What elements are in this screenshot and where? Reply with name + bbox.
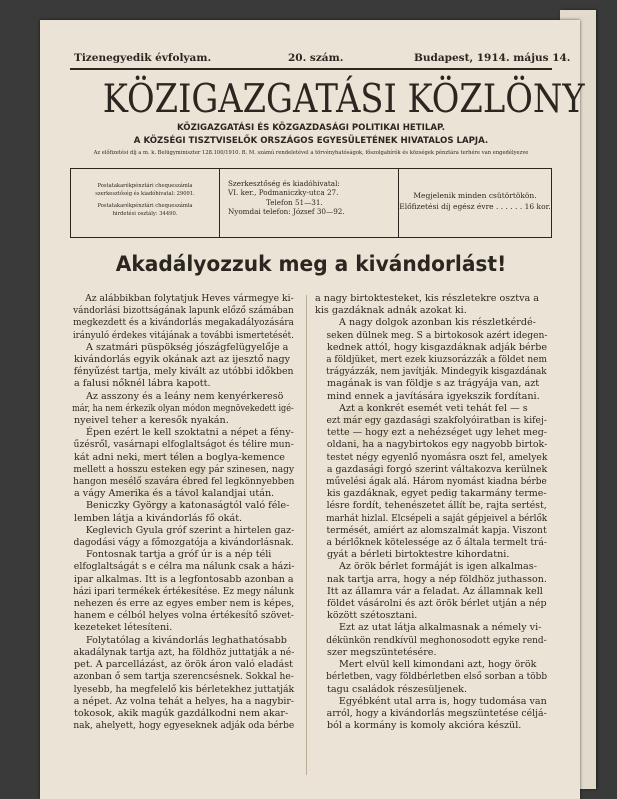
- info-line: Telefon 51—31.: [266, 197, 323, 207]
- article-line: Az asszony és a leány nem kenyérkeresö: [86, 390, 284, 402]
- article-line: a földjüket, mert ezek kiuzsorázzák a földet nem: [326, 354, 547, 366]
- article-line: Azt a konkrét esemét veti tehát fel — s: [339, 402, 528, 414]
- article-line: lemben látja a kivándorlás fő okát.: [74, 512, 243, 524]
- article-line: már, ha nem érkezik olyan módon megnövekedett igé-: [72, 402, 294, 414]
- article-line: hanem e célból helyes volna értékesítő szövet-: [73, 610, 294, 622]
- article-line: ból a kormány is komoly akcióra készül.: [327, 720, 522, 732]
- article-line: Egyébként utal arra is, hogy tudomása van: [338, 695, 547, 707]
- article-paragraph: [315, 696, 547, 733]
- article-line: tokosok, akik magúk gazdálkodni nem akar-: [74, 707, 289, 719]
- article-line: a bérlőknek kötelessége az ő általa termelt trá-: [326, 537, 548, 549]
- article-paragraph: [315, 622, 547, 659]
- article-line: mind ennek a javítására igyekszik fordítani.: [327, 390, 540, 402]
- article-line: oldani, ha a nagybirtokos egy nagyobb birtok-: [326, 439, 548, 451]
- article-paragraph: [62, 427, 294, 500]
- article-paragraph: [62, 635, 294, 733]
- article-line: akadálynak tartja azt, ha földhöz juttatják a né-: [73, 646, 295, 658]
- article-line: nak tartja arra, hogy a nép földhöz juthasson.: [326, 573, 547, 585]
- article-line: művelési ágak alá. Három nyomást kiadna bérbe: [326, 476, 547, 488]
- article-line: nak, ahelyett, hogy egyeseknek adják oda bérbe: [73, 720, 295, 732]
- article-line: kezeteket létesíteni.: [74, 622, 173, 634]
- article-column-left: [62, 293, 294, 732]
- article-line: termését, amiért az alomszalmát kapja. Viszont: [326, 524, 547, 536]
- article-paragraph: [62, 293, 294, 342]
- article-line: A szatmári püspökség jószágfelügyelője a: [86, 341, 289, 353]
- article-line: kát adni neki, mert télen a boglya-kemence: [74, 451, 285, 463]
- article-paragraph: [315, 561, 547, 622]
- article-line: Mert elvül kell kimondani azt, hogy örök: [339, 659, 537, 671]
- article-line: Fontosnak tartja a gróf úr is a nép téli: [86, 549, 272, 561]
- article-line: ezt már egy gazdasági szakfolyóiratban is kifej-: [326, 415, 547, 427]
- article-line: Keglevich Gyula gróf szerint a hirtelen gaz-: [85, 524, 295, 536]
- article-line: tagu családok részesüljenek.: [327, 683, 467, 695]
- article-line: elfoglaltságát s e célra ma nálunk csak a házi-: [73, 561, 295, 573]
- article-line: A nagy dolgok azonban kis részletkérdé-: [339, 317, 536, 329]
- article-paragraph: [315, 317, 547, 402]
- article-line: kis gazdáknak, egyet pedig takarmány terme-: [326, 488, 547, 500]
- article-line: kivándorlás egyik okának azt az ijesztő nagy: [74, 354, 291, 366]
- article-line: Épen ezért le kell szoktatni a népet a fény-: [86, 427, 294, 439]
- article-line: Itt az államra vár a feladat. Az államnak kell: [327, 585, 543, 597]
- article-line: irányuló érdekes vitájának a további ismertetését.: [72, 329, 294, 341]
- top-rule: [70, 68, 552, 70]
- article-line: ipar alkalmas. Itt is a legfontosabb azonban a: [73, 573, 294, 585]
- publisher-info-box: [70, 168, 552, 238]
- article-line: a falusi nőknél lábra kapott.: [74, 378, 211, 390]
- article-line: Az örök bérlet formáját is igen alkalmas-: [339, 561, 537, 573]
- article-line: vándorlási bizottságának lapunk előző számában: [73, 305, 294, 317]
- article-line: mellett a hosszu esteken egy pár szinesen, nagy: [73, 463, 295, 475]
- article-line: lésre fordít, tehenészetet állít be, rajta sertést,: [326, 500, 547, 512]
- article-line: lyesebb, ha megfelelő kis bérletekhez juttatják: [73, 683, 295, 695]
- article-paragraph: [62, 391, 294, 428]
- article-line: nyeivel teher a keresők nyakán.: [74, 415, 229, 427]
- article-line: testet négy egyenlő nyomásra oszt fel, amelyek: [326, 451, 548, 463]
- article-line: dékünkön rendkívül meghonosodott egyke rend-: [326, 634, 547, 646]
- article-line: azonban ő sem tartja szerencsésnek. Sokkal he-: [73, 671, 294, 683]
- article-line: kis gazdáknak adnák azokat ki.: [315, 305, 467, 317]
- article-line: a gazdasági forgó szerint váltakozva kerülnek: [326, 463, 548, 475]
- article-line: Beniczky György a katonaságtól való féle-: [86, 500, 290, 512]
- info-line: Megjelenik minden csütörtökön.: [413, 191, 537, 200]
- info-line: hirdetési osztály: 34490.: [112, 211, 178, 217]
- info-line: Szerkesztőség és kiadóhivatal:: [228, 179, 340, 188]
- article-paragraph: [315, 659, 547, 696]
- article-column-right: [315, 293, 547, 732]
- article-line: pet. A parcellázást, az örök áron való eladást: [74, 659, 294, 671]
- article-line: fényűzést tartja, mely kivált az utóbbi időkben: [73, 366, 294, 378]
- article-headline: Akadályozzuk meg a kivándorlást!: [115, 252, 507, 276]
- article-line: Folytatólag a kivándorlás leghathatósabb: [86, 634, 287, 646]
- article-paragraph: [62, 549, 294, 634]
- place-date: Budapest, 1914. május 14.: [414, 52, 571, 64]
- article-paragraph: [62, 500, 294, 524]
- article-line: gyát a bérleti birtoktestre kihordatni.: [327, 549, 510, 561]
- article-line: hangon mesélő szavára ébred fel legkönnyebben: [73, 476, 295, 488]
- article-line: trágyázzák, nem javítják. Mindegyik kisgazdának: [326, 366, 547, 378]
- info-line: Előfizetési díj egész évre . . . . . . 16 kor.: [399, 202, 551, 211]
- subtitle-line-1: KÖZIGAZGATÁSI ÉS KÖZGAZDASÁGI POLITIKAI HETILAP.: [177, 123, 445, 133]
- article-line: a vágy Amerika és a távol kalandjai után.: [74, 488, 275, 500]
- article-line: nehezen és erre az egyes ember nem is képes,: [73, 598, 295, 610]
- column-separator: [306, 295, 307, 775]
- article-paragraph: [62, 342, 294, 391]
- article-line: a népet. Az volna tehát a helyes, ha a nagybir-: [73, 695, 295, 707]
- article-line: tette — hogy ezt a nehézséget ugy lehet meg-: [326, 427, 548, 439]
- article-line: földet vásárolni és azt örök bérlet utján a nép: [326, 598, 547, 610]
- article-line: bérletben, vagy földbérletben első sorban a több: [326, 671, 548, 683]
- article-line: kednek attól, hogy kisgazdáknak adják bérbe: [327, 341, 548, 353]
- article-line: magának is van földje s az trágyája van, azt: [327, 378, 540, 390]
- article-line: űzésről, vasárnapi elfoglaltságot és télire mun-: [73, 439, 294, 451]
- article-paragraph: [62, 525, 294, 549]
- editorial-office: [220, 169, 399, 237]
- masthead-title: KÖZIGAZGATÁSI KÖZLÖNY: [102, 77, 585, 122]
- info-line: Postatakarékpénztári chequeszámla: [97, 183, 193, 189]
- publication-schedule: [399, 169, 551, 237]
- article-line: házi ipari termékek értékesítése. Ez megy nálunk: [73, 585, 295, 597]
- newspaper-page: [40, 20, 585, 799]
- article-line: dagodási vágy a főmozgatója a kivándorlásnak.: [73, 537, 294, 549]
- article-paragraph: [315, 293, 547, 317]
- info-line: szerkesztőség és kiadóhivatal: 29091.: [95, 191, 195, 197]
- subscription-note: Az előfizetési díj a m. k. Belügyminiszter 128.100/1910. B. M. számú rendeletével a törvényhatóságok, főszolgabírók és községek pénztára terhére van engedélyezve: [93, 150, 529, 156]
- subtitle-line-2: A KÖZSÉGI TISZTVISELŐK ORSZÁGOS EGYESÜLETÉNEK HIVATALOS LAPJA.: [133, 136, 489, 146]
- article-line: szer megszüntetésére.: [327, 646, 437, 658]
- article-line: között szétosztani.: [327, 610, 418, 622]
- article-line: Ezt az utat látja alkalmasnak a némely vi-: [339, 622, 542, 634]
- info-line: VI. ker., Podmaniczky-utca 27.: [228, 188, 339, 198]
- info-line: Postatakarékpénztári chequeszámla: [97, 203, 193, 209]
- article-line: Az alábbikban folytatjuk Heves vármegye ki-: [85, 293, 294, 304]
- issue-number: 20. szám.: [288, 52, 344, 64]
- article-line: marhát hizlal. Elcsépeli a saját gépjeivel a bérlők: [326, 512, 548, 524]
- article-line: megkezdett és a kivándorlás megakadályozására: [73, 317, 294, 329]
- article-line: seken dülnek meg. S a birtokosok azért idegen-: [326, 329, 548, 341]
- info-line: Nyomdai telefon: József 30—92.: [228, 207, 345, 217]
- article-line: arról, hogy a kivándorlás megszüntetése céljá-: [326, 707, 547, 719]
- volume-label: Tizenegyedik évfolyam.: [74, 52, 212, 64]
- bank-accounts: [71, 169, 220, 237]
- article-line: a nagy birtoktesteket, kis részletekre osztva a: [315, 293, 539, 304]
- article-paragraph: [315, 403, 547, 562]
